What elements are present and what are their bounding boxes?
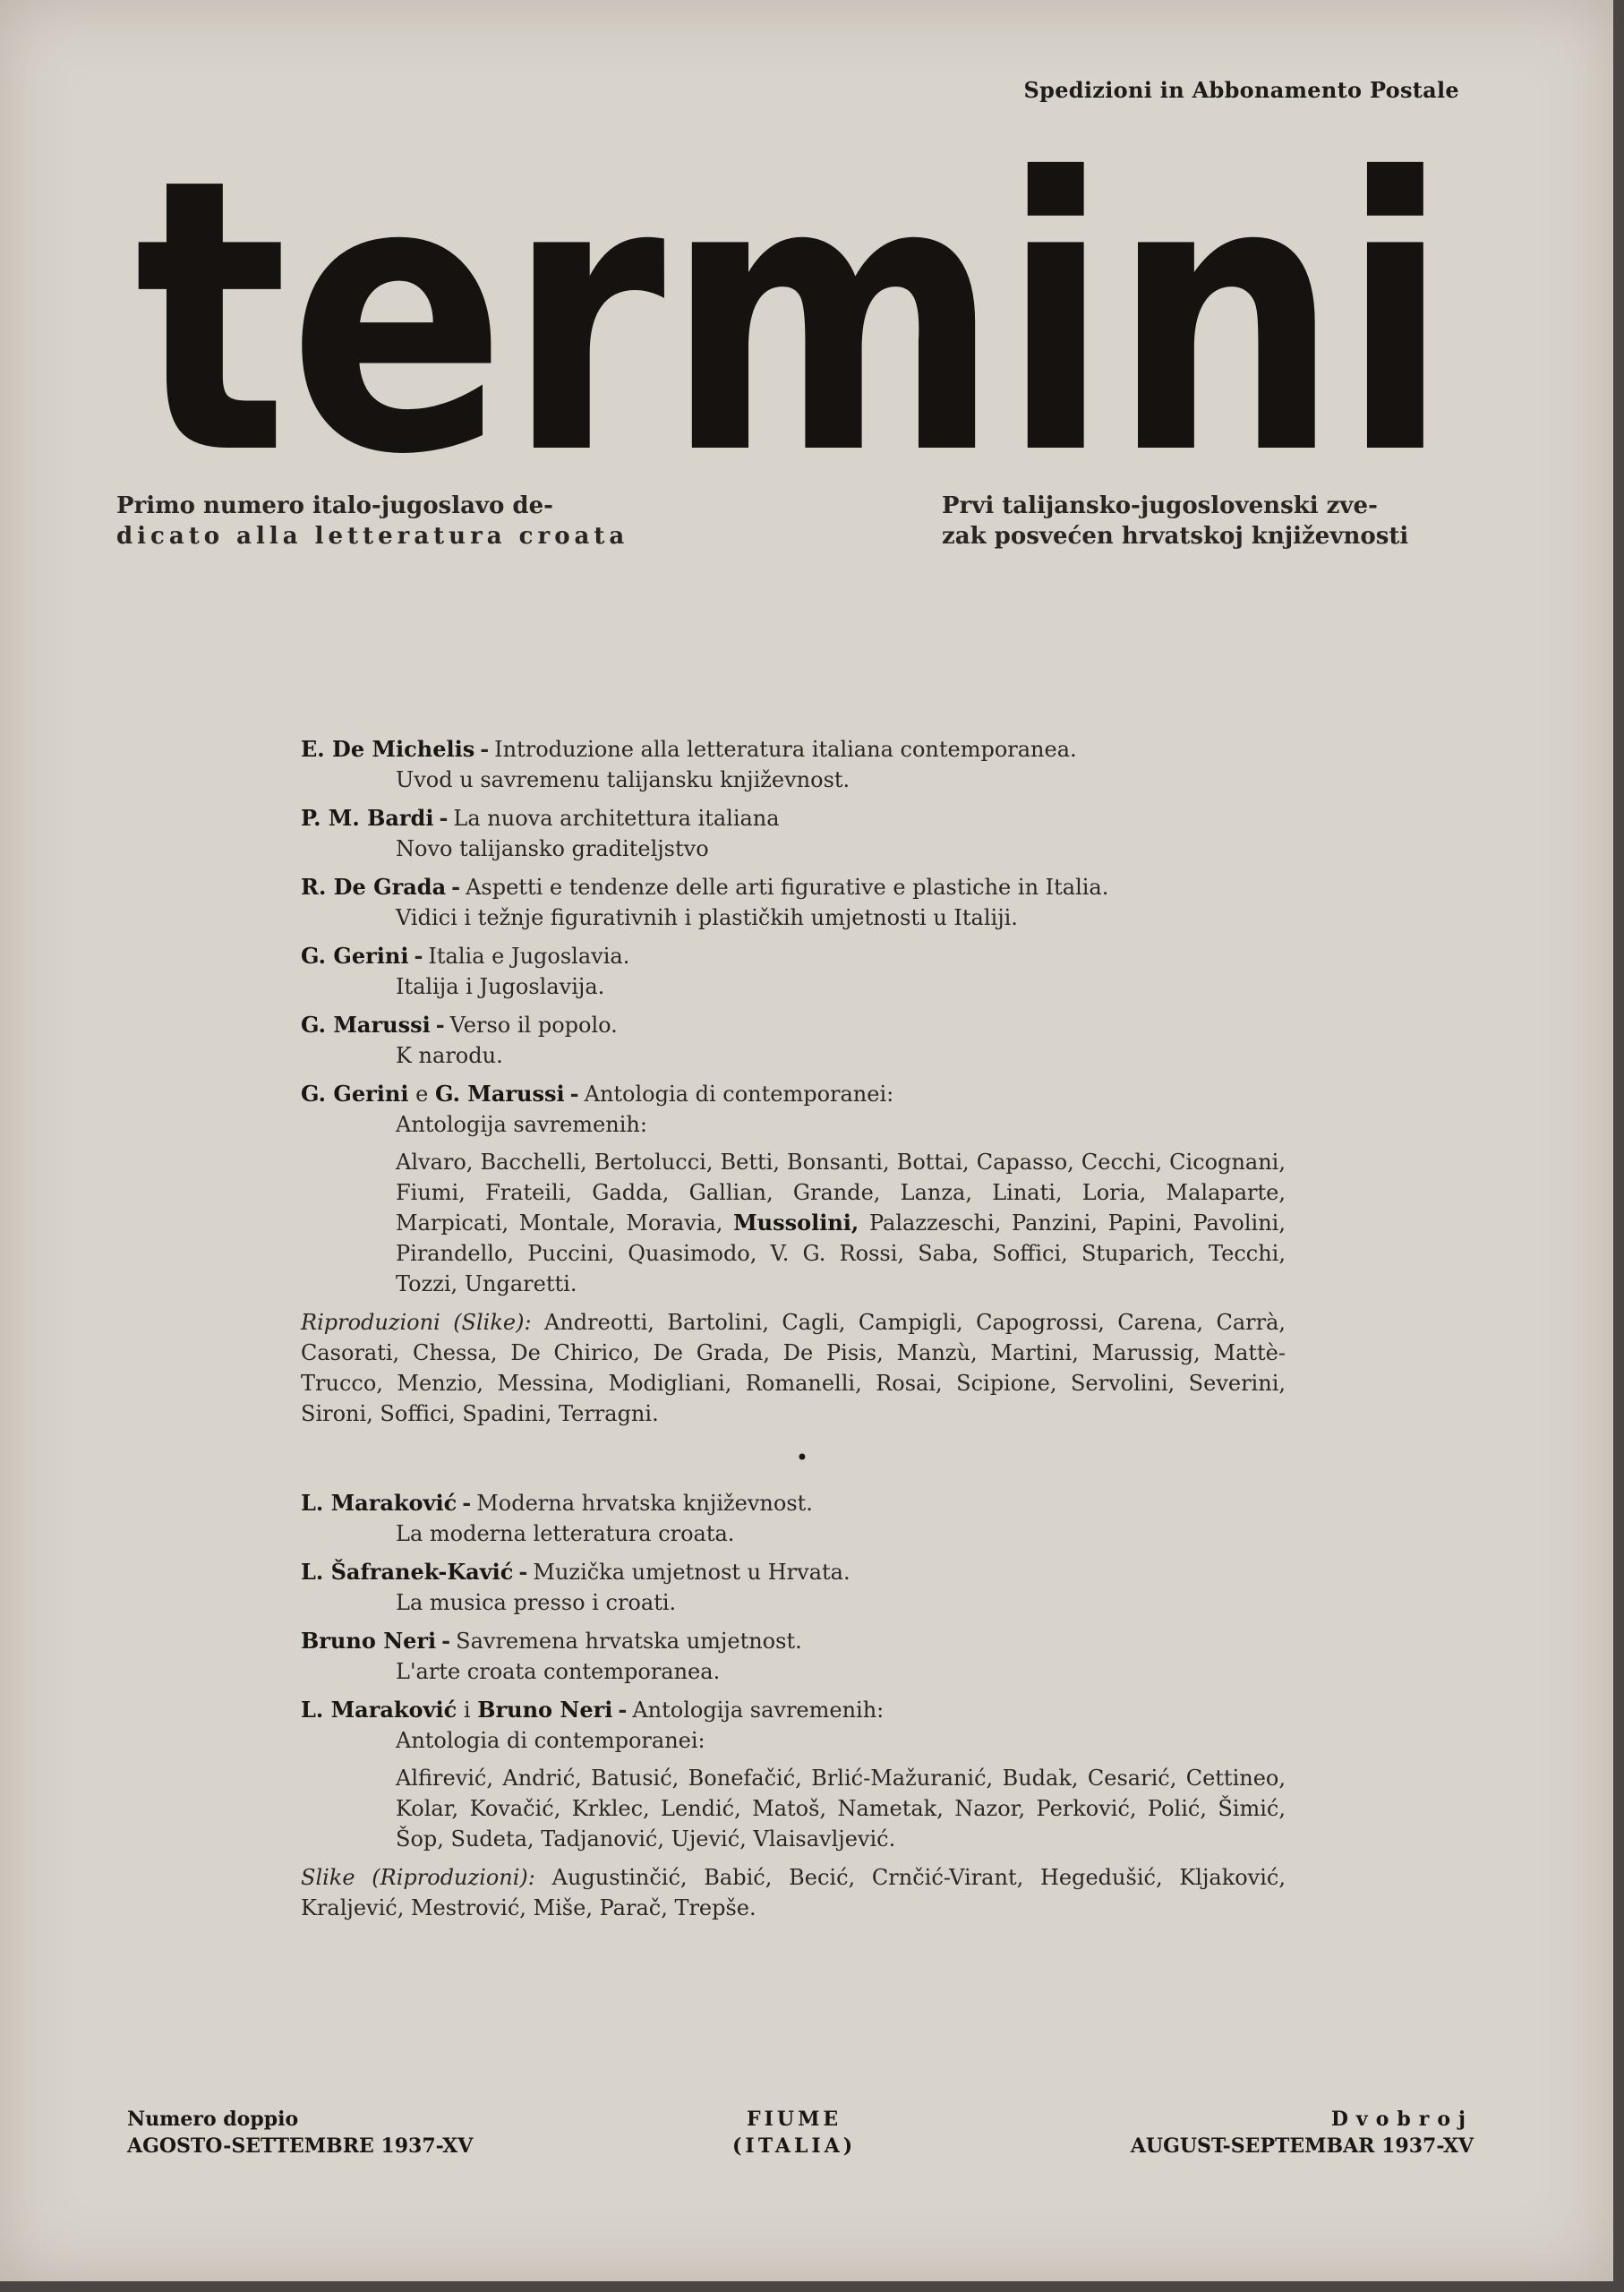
entry-translation: La moderna letteratura croata. [396,1521,735,1546]
entry-author: G. Gerini [301,1081,409,1107]
reproductions-names: Andreotti, Bartolini, Cagli, Campigli, Capogrossi, Carena, Carrà, Casorati, Chessa, De Chirico, De Grada, De Pisis, Manzù, Martini, Marussig, Mattè-Trucco, Menzio, Messina, Modigliani, Romanelli, Rosai, Scipione, Servolini, Severini, Sironi, Soffici, Spadini, Terragni. [301,1310,1286,1426]
entry-title: Antologia di contemporanei: [584,1082,894,1107]
footer-issue-date: AUGUST-SEPTEMBAR 1937-XV [1130,2134,1474,2158]
entry-title: Aspetti e tendenze delle arti figurative e plastiche in Italia. [466,875,1109,900]
subtitle-croatian-line1: Prvi talijansko-jugoslovenski zve- [942,492,1378,519]
entry-title: Muzička umjetnost u Hrvata. [533,1560,850,1585]
subtitle-italian-line1: Primo numero italo-jugoslavo de- [116,492,553,519]
reproductions-list [301,1862,1286,1923]
footer-city: FIUME [746,2108,842,2131]
toc-entry: G. Marussi - Verso il popolo. K narodu. [301,1010,1286,1071]
entry-conjunction: e [415,1082,429,1107]
anthology-authors-list [301,1147,1286,1299]
subtitle-italian-line2: dicato alla letteratura croata [116,523,629,550]
entry-translation: Uvod u savremenu talijansku književnost. [396,767,850,792]
toc-entry: R. De Grada - Aspetti e tendenze delle arti figurative e plastiche in Italia. Vidici i težnje figurativnih i plastičkih umjetnosti u Italiji. [301,872,1286,933]
entry-title: Italia e Jugoslavia. [428,944,630,969]
entry-translation: L'arte croata contemporanea. [396,1659,721,1684]
entry-author: Bruno Neri [477,1697,613,1723]
entry-author: Bruno Neri [301,1628,437,1654]
entry-author: P. M. Bardi [301,805,434,831]
toc-entry: L. Maraković - Moderna hrvatska književnost. La moderna letteratura croata. [301,1488,1286,1549]
footer-place [732,2106,856,2159]
entry-translation: Antologia di contemporanei: [396,1728,705,1753]
entry-conjunction: i [463,1698,471,1723]
entry-title: La nuova architettura italiana [453,806,780,831]
masthead-logo [134,98,1477,475]
toc-anthology-entry: G. Gerini e G. Marussi - Antologia di contemporanei: Antologija savremenih: Alvaro, Bacchelli, Bertolucci, Betti, Bonsanti, Bottai, Capasso, Cecchi, Cicognani, Fiumi, Frateili, Gadda, Gallian, Grande, Lanza, Linati, Loria, Malaparte, Marpicati, Montale, Moravia, Mussolini, Palazzeschi, Panzini, Papini, Pavolini, Pirandello, Puccini, Quasimodo, V. G. Rossi, Saba, Soffici, Stuparich, Tecchi, Tozzi, Ungaretti. [301,1079,1286,1299]
anthology-names-part: Alvaro, Bacchelli, Bertolucci, Betti, Bonsanti, Bottai, Capasso, Cecchi, Cicognani, Fiumi, Frateili, Gadda, Gallian, Grande, Lanza, Linati, Loria, Malaparte, Marpicati, Montale, Moravia, [396,1150,1286,1236]
toc-entry: E. De Michelis - Introduzione alla letteratura italiana contemporanea. Uvod u savremenu talijansku književnost. [301,734,1286,795]
entry-author: L. Šafranek-Kavić [301,1559,514,1585]
entry-title: Verso il popolo. [449,1013,618,1038]
entry-translation: Antologija savremenih: [396,1112,647,1137]
footer-issue-date: AGOSTO-SETTEMBRE 1937-XV [127,2134,474,2158]
entry-translation: Italija i Jugoslavija. [396,974,605,999]
entry-author: L. Maraković [301,1697,457,1723]
toc-entry: Bruno Neri - Savremena hrvatska umjetnost. L'arte croata contemporanea. [301,1626,1286,1687]
entry-title: Antologija savremenih: [632,1698,885,1723]
reproductions-label: Slike (Riproduzioni): [301,1865,535,1890]
entry-title: Introduzione alla letteratura italiana contemporanea. [494,737,1077,762]
subtitle-croatian-line2: zak posvećen hrvatskoj književnosti [942,523,1409,550]
footer-issue-croatian [1131,2106,1474,2159]
entry-translation: Novo talijansko graditeljstvo [396,836,709,861]
entry-translation: Vidici i težnje figurativnih i plastičkih umjetnosti u Italiji. [396,905,1018,930]
footer-issue-italian [127,2106,473,2159]
anthology-names-part: Palazzeschi, Panzini, Papini, Pavolini, Pirandello, Puccini, Quasimodo, V. G. Rossi, Saba, Soffici, Stuparich, Tecchi, Tozzi, Ungaretti. [396,1210,1286,1296]
entry-author: G. Gerini [301,943,409,969]
entry-author: G. Marussi [301,1012,431,1038]
entry-author: L. Maraković [301,1490,457,1516]
toc-entry: L. Šafranek-Kavić - Muzička umjetnost u Hrvata. La musica presso i croati. [301,1557,1286,1618]
entry-title: Savremena hrvatska umjetnost. [456,1629,802,1654]
footer-country: (ITALIA) [732,2134,857,2158]
table-of-contents [301,734,1286,1923]
anthology-authors-list: Alfirević, Andrić, Batusić, Bonefačić, Brlić-Mažuranić, Budak, Cesarić, Cettineo, Kolar, Kovačić, Krklec, Lendić, Matoš, Nametak, Nazor, Perković, Polić, Šimić, Šop, Sudeta, Tadjanović, Ujević, Vlaisavljević. [396,1766,1286,1852]
entry-author: E. De Michelis [301,736,475,762]
entry-author: R. De Grada [301,874,447,900]
toc-entry: G. Gerini - Italia e Jugoslavia. Italija i Jugoslavija. [301,941,1286,1002]
reproductions-names: Augustinčić, Babić, Becić, Crnčić-Virant, Hegedušić, Kljaković, Kraljević, Mestrović, Miše, Parač, Trepše. [301,1865,1286,1920]
masthead-title: termini [134,99,1450,475]
toc-anthology-entry: L. Maraković i Bruno Neri - Antologija savremenih: Antologia di contemporanei: Alfirević, Andrić, Batusić, Bonefačić, Brlić-Mažuranić, Budak, Cesarić, Cettineo, Kolar, Kovačić, Krklec, Lendić, Matoš, Nametak, Nazor, Perković, Polić, Šimić, Šop, Sudeta, Tadjanović, Ujević, Vlaisavljević. [301,1695,1286,1854]
reproductions-label: Riproduzioni (Slike): [301,1310,532,1335]
footer-issue-type: Dvobroj [1330,2108,1474,2131]
toc-entry: P. M. Bardi - La nuova architettura italiana Novo talijansko graditeljstvo [301,803,1286,864]
section-separator: • [795,1445,809,1470]
footer-issue-type: Numero doppio [127,2108,299,2131]
entry-title: Moderna hrvatska književnost. [476,1491,813,1516]
subtitle-italian [116,491,654,552]
subtitle-croatian [942,491,1470,552]
entry-translation: La musica presso i croati. [396,1590,677,1615]
postal-notice: Spedizioni in Abbonamento Postale [1023,77,1459,103]
reproductions-list [301,1307,1286,1429]
entry-author: G. Marussi [434,1081,565,1107]
entry-translation: K narodu. [396,1043,503,1068]
anthology-names-highlight: Mussolini, [733,1210,859,1236]
